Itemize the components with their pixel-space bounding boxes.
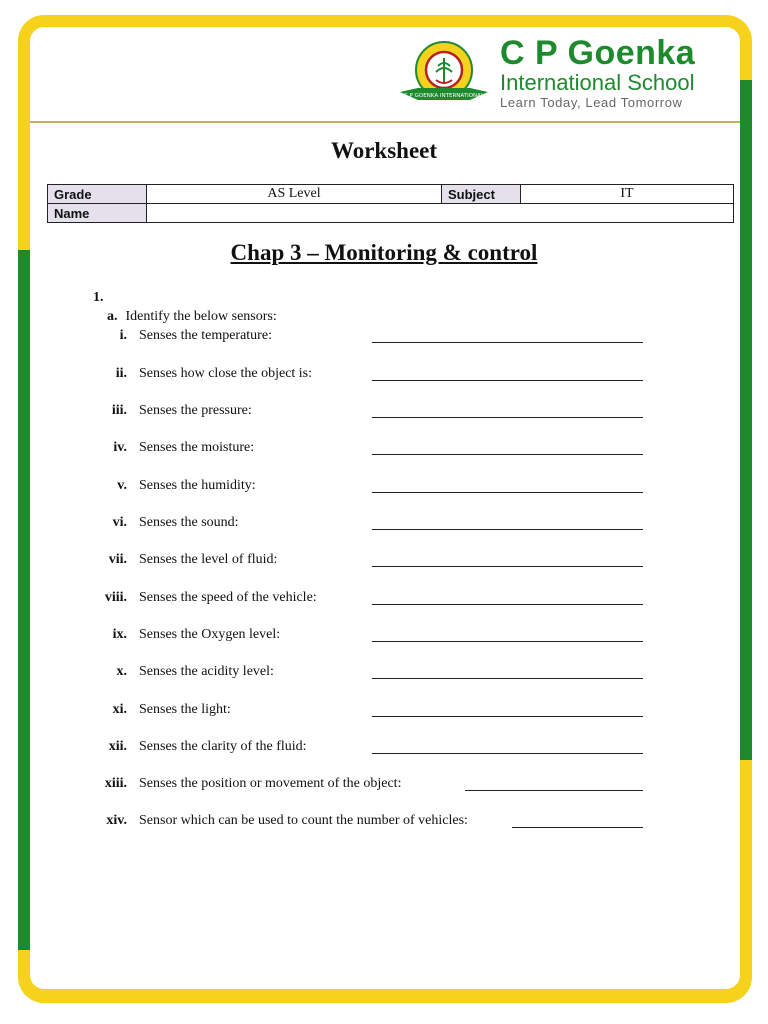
info-row-grade [48,185,734,204]
worksheet-page [30,27,740,989]
item-prompt: Senses the acidity level: [139,664,274,679]
item-number: ix. [112,627,127,642]
sensor-question-item [0,627,768,645]
item-prompt: Senses the position or movement of the object: [139,776,402,791]
item-prompt: Sensor which can be used to count the number of vehicles: [139,813,468,828]
sensor-question-item [0,366,768,384]
item-number: xiii. [104,776,127,791]
answer-blank-line[interactable] [372,641,643,642]
item-number: v. [117,478,127,493]
sensor-question-item [0,552,768,570]
item-prompt: Senses the light: [139,702,231,717]
item-number: iii. [111,403,127,418]
answer-blank-line[interactable] [465,790,643,791]
item-number: i. [119,328,127,343]
name-label: Name [48,204,147,223]
part-text: Identify the below sensors: [125,309,277,324]
info-table [47,184,734,223]
item-prompt: Senses how close the object is: [139,366,313,381]
sensor-question-item [0,515,768,533]
answer-blank-line[interactable] [372,417,643,418]
answer-blank-line[interactable] [372,492,643,493]
answer-blank-line[interactable] [372,380,643,381]
item-prompt: Senses the clarity of the fluid: [139,739,307,754]
item-prompt: Senses the speed of the vehicle: [139,590,317,605]
worksheet-title: Worksheet [330,138,438,163]
question-number: 1. [93,290,104,305]
item-number: vi. [112,515,127,530]
name-field[interactable] [147,204,734,223]
subject-value: IT [521,185,734,204]
sensor-question-item [0,440,768,458]
answer-blank-line[interactable] [372,529,643,530]
item-number: vii. [108,552,127,567]
sensor-question-item [0,403,768,421]
sensor-question-item [0,664,768,682]
answer-blank-line[interactable] [372,678,643,679]
item-prompt: Senses the level of fluid: [139,552,278,567]
sensor-question-item [0,702,768,720]
answer-blank-line[interactable] [512,827,643,828]
item-number: viii. [104,590,127,605]
answer-blank-line[interactable] [372,454,643,455]
chapter-heading: Chap 3 – Monitoring & control [230,240,538,265]
item-prompt: Senses the temperature: [139,328,272,343]
info-row-name [48,204,734,223]
subject-label: Subject [442,185,521,204]
school-name: C P Goenka [500,34,696,72]
question-part [107,309,277,325]
header-divider [30,121,740,123]
item-prompt: Senses the humidity: [139,478,256,493]
sensor-question-item [0,478,768,496]
svg-text:C P GOENKA INTERNATIONAL: C P GOENKA INTERNATIONAL [404,93,484,99]
item-prompt: Senses the moisture: [139,440,255,455]
answer-blank-line[interactable] [372,566,643,567]
item-number: xi. [112,702,127,717]
item-prompt: Senses the Oxygen level: [139,627,281,642]
item-number: xiv. [106,813,127,828]
school-emblem-logo [398,40,490,110]
sensor-question-item [0,776,768,794]
item-number: xii. [108,739,127,754]
part-label: a. [107,309,118,324]
answer-blank-line[interactable] [372,716,643,717]
grade-value: AS Level [147,185,442,204]
grade-label: Grade [48,185,147,204]
item-number: iv. [113,440,127,455]
answer-blank-line[interactable] [372,604,643,605]
answer-blank-line[interactable] [372,753,643,754]
item-number: ii. [115,366,127,381]
item-prompt: Senses the pressure: [139,403,252,418]
school-tagline: Learn Today, Lead Tomorrow [500,95,683,110]
item-prompt: Senses the sound: [139,515,239,530]
sensor-question-item [0,590,768,608]
answer-blank-line[interactable] [372,342,643,343]
sensor-question-item [0,328,768,346]
sensor-question-item [0,739,768,757]
item-number: x. [116,664,127,679]
sensor-question-item [0,813,768,831]
school-subtitle: International School [500,70,695,95]
